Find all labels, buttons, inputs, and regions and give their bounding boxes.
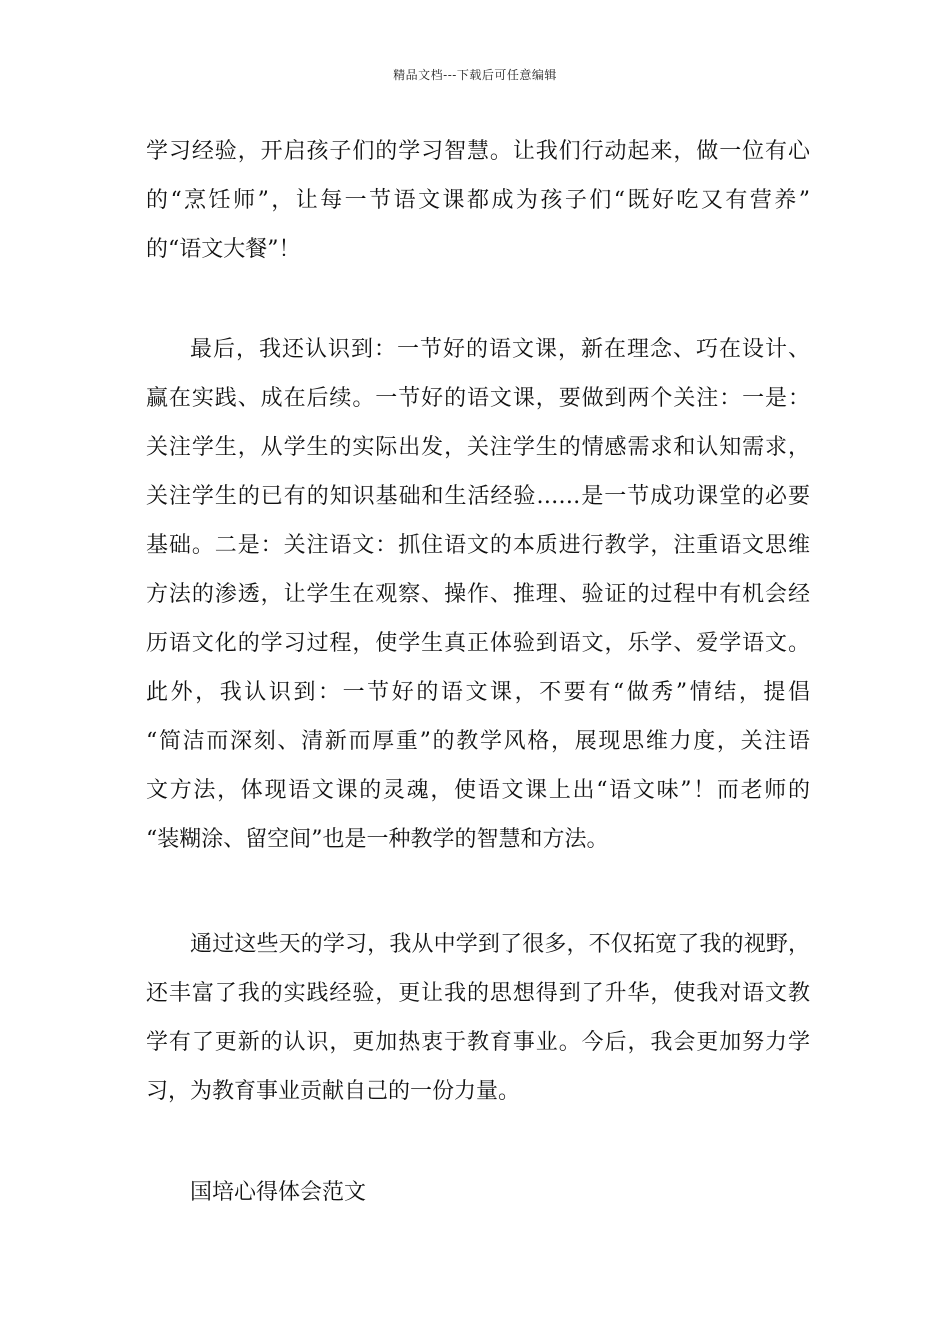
paragraph-line: 学习经验，开启孩子们的学习智慧。让我们行动起来，做一位有心 [146,139,810,164]
paragraph-line: 关注学生，从学生的实际出发，关注学生的情感需求和认知需求， [146,435,810,460]
paragraph-line: 的“语文大餐”！ [146,237,301,262]
section-title [146,1168,810,1217]
paragraph-line: 最后，我还认识到：一节好的语文课，新在理念、巧在设计、 [190,337,810,362]
paragraph-line: “装糊涂、留空间”也是一种教学的智慧和方法。 [146,827,609,852]
paragraph-line: 方法的渗透，让学生在观察、操作、推理、验证的过程中有机会经 [146,582,810,607]
paragraph-3 [146,920,810,1116]
paragraph-line: “简洁而深刻、清新而厚重”的教学风格，展现思维力度，关注语 [146,729,810,754]
paragraph-line: 关注学生的已有的知识基础和生活经验……是一节成功课堂的必要 [146,484,810,509]
paragraph-line: 的“烹饪师”，让每一节语文课都成为孩子们“既好吃又有营养” [146,188,810,213]
paragraph-line: 还丰富了我的实践经验，更让我的思想得到了升华，使我对语文教 [146,981,810,1006]
paragraph-line: 此外，我认识到：一节好的语文课，不要有“做秀”情结，提倡 [146,680,810,705]
paragraph-line: 历语文化的学习过程，使学生真正体验到语文，乐学、爱学语文。 [146,631,810,656]
section-title-text: 国培心得体会范文 [190,1180,367,1205]
paragraph-line: 基础。二是：关注语文：抓住语文的本质进行教学，注重语文思维 [146,533,810,558]
paragraph-line: 文方法，体现语文课的灵魂，使语文课上出“语文味”！而老师的 [146,778,810,803]
paragraph-line: 通过这些天的学习，我从中学到了很多，不仅拓宽了我的视野， [190,932,810,957]
page-header: 精品文档---下载后可任意编辑 [393,68,557,82]
paragraph-line: 赢在实践、成在后续。一节好的语文课，要做到两个关注：一是： [146,386,810,411]
paragraph-1 [146,127,810,274]
paragraph-2 [146,325,810,864]
paragraph-line: 习，为教育事业贡献自己的一份力量。 [146,1079,521,1104]
paragraph-line: 学有了更新的认识，更加热衷于教育事业。今后，我会更加努力学 [146,1030,810,1055]
